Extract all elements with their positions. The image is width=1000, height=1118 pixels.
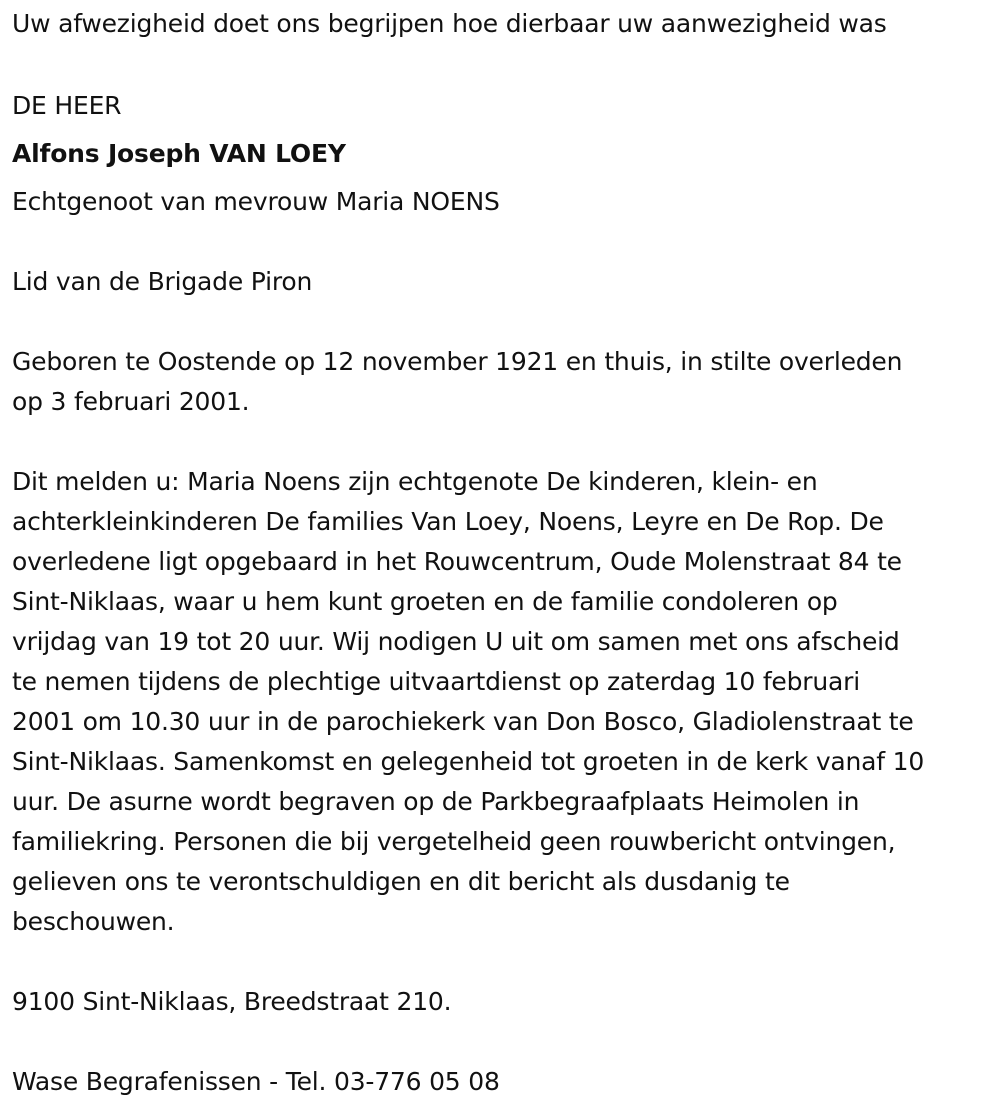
motto-text: Uw afwezigheid doet ons begrijpen hoe dierbaar uw aanwezigheid was bbox=[12, 9, 887, 38]
birth-death-line-1: Geboren te Oostende op 12 november 1921 en thuis, in stilte overleden bbox=[12, 347, 903, 376]
announcement-line: te nemen tijdens de plechtige uitvaartdienst op zaterdag 10 februari bbox=[12, 667, 860, 696]
membership-line: Lid van de Brigade Piron bbox=[12, 267, 313, 296]
announcement-line: achterkleinkinderen De families Van Loey, Noens, Leyre en De Rop. De bbox=[12, 507, 884, 536]
announcement-line: 2001 om 10.30 uur in de parochiekerk van Don Bosco, Gladiolenstraat te bbox=[12, 707, 914, 736]
address-line: 9100 Sint-Niklaas, Breedstraat 210. bbox=[12, 987, 452, 1016]
announcement-line: vrijdag van 19 tot 20 uur. Wij nodigen U uit om samen met ons afscheid bbox=[12, 627, 900, 656]
announcement-line: uur. De asurne wordt begraven op de Parkbegraafplaats Heimolen in bbox=[12, 787, 860, 816]
announcement-line: beschouwen. bbox=[12, 907, 175, 936]
announcement-line: gelieven ons te verontschuldigen en dit bericht als dusdanig te bbox=[12, 867, 790, 896]
birth-death-line-2: op 3 februari 2001. bbox=[12, 387, 250, 416]
announcement-line: familiekring. Personen die bij vergetelheid geen rouwbericht ontvingen, bbox=[12, 827, 896, 856]
salutation: DE HEER bbox=[12, 91, 122, 120]
announcement-line: Sint-Niklaas, waar u hem kunt groeten en de familie condoleren op bbox=[12, 587, 838, 616]
funeral-home-line: Wase Begrafenissen - Tel. 03-776 05 08 bbox=[12, 1067, 500, 1096]
announcement-line: Sint-Niklaas. Samenkomst en gelegenheid tot groeten in de kerk vanaf 10 bbox=[12, 747, 925, 776]
spouse-line: Echtgenoot van mevrouw Maria NOENS bbox=[12, 187, 500, 216]
announcement-line: Dit melden u: Maria Noens zijn echtgenote De kinderen, klein- en bbox=[12, 467, 818, 496]
announcement-line: overledene ligt opgebaard in het Rouwcentrum, Oude Molenstraat 84 te bbox=[12, 547, 902, 576]
deceased-name: Alfons Joseph VAN LOEY bbox=[12, 139, 346, 168]
